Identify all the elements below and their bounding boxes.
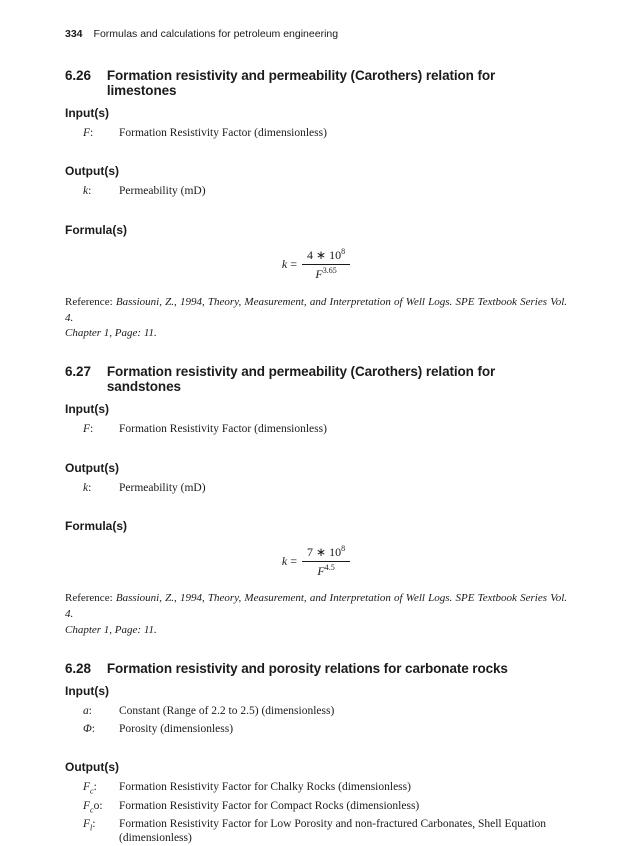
- formula-lhs: k: [281, 553, 288, 568]
- output-desc: Permeability (mD): [119, 185, 206, 198]
- output-row: [65, 184, 567, 200]
- section-heading-626: [65, 68, 567, 98]
- input-row: [65, 704, 567, 720]
- input-symbol: a:: [83, 704, 92, 717]
- output-row: [65, 481, 567, 497]
- reference-line-1: Reference: Bassiouni, Z., 1994, Theory, Measurement, and Interpretation of Well Logs. SPE Textbook Series Vol. 4.: [65, 295, 567, 324]
- section-title: Formation resistivity and porosity relations for carbonate rocks: [106, 660, 508, 676]
- output-desc: Formation Resistivity Factor for Low Porosity and non-fractured Carbonates, Shell Equation (dimensionless): [119, 818, 547, 845]
- formula: [65, 543, 567, 579]
- section-title: Formation resistivity and permeability (Carothers) relation for limestones: [106, 68, 496, 98]
- input-row: [65, 722, 567, 738]
- output-desc: Formation Resistivity Factor for Compact Rocks (dimensionless): [119, 799, 420, 812]
- denominator: $F^{4.5}$: [317, 562, 335, 578]
- section-number: 6.28: [65, 660, 91, 676]
- inputs-heading: Input(s): [65, 106, 109, 120]
- section-heading-627: [65, 364, 567, 394]
- output-symbol: $F_co$:: [83, 799, 103, 814]
- inputs-heading: Input(s): [65, 402, 109, 417]
- outputs-heading: Output(s): [65, 760, 119, 775]
- reference: [65, 591, 567, 639]
- reference-line-2: Chapter 1, Page: 11.: [65, 327, 157, 340]
- input-desc: Constant (Range of 2.2 to 2.5) (dimensionless): [119, 704, 335, 717]
- input-row: [65, 126, 567, 142]
- output-row: [65, 817, 567, 846]
- output-row: [65, 799, 567, 815]
- section-heading-628: [65, 661, 567, 676]
- output-symbol: $F_c$:: [83, 781, 97, 796]
- output-symbol: k:: [83, 185, 92, 198]
- output-desc: Permeability (mD): [119, 481, 206, 494]
- inputs-heading: Input(s): [65, 683, 109, 698]
- input-desc: Porosity (dimensionless): [119, 723, 234, 736]
- reference: [65, 295, 567, 343]
- formula: [65, 247, 567, 283]
- denominator: $F^{3.65}$: [315, 266, 337, 282]
- section-number: 6.26: [65, 68, 91, 83]
- input-symbol: F:: [83, 127, 94, 139]
- output-symbol: k:: [83, 481, 92, 494]
- fraction: [302, 247, 350, 282]
- output-desc: Formation Resistivity Factor for Chalky Rocks (dimensionless): [119, 781, 411, 794]
- outputs-heading: Output(s): [65, 164, 119, 179]
- input-desc: Formation Resistivity Factor (dimensionless): [119, 127, 327, 139]
- book-title: Formulas and calculations for petroleum engineering: [93, 28, 339, 40]
- equals-sign: =: [290, 257, 298, 272]
- reference-line-2: Chapter 1, Page: 11.: [65, 623, 157, 636]
- outputs-heading: Output(s): [65, 460, 119, 475]
- numerator: 7 ∗ $10^8$: [302, 544, 350, 562]
- reference-line-1: Reference: Bassiouni, Z., 1994, Theory, Measurement, and Interpretation of Well Logs. SPE Textbook Series Vol. 4.: [65, 592, 567, 620]
- input-symbol: Φ:: [83, 723, 95, 736]
- input-symbol: F:: [83, 423, 94, 436]
- section-title: Formation resistivity and permeability (Carothers) relation for sandstones: [106, 364, 496, 395]
- output-symbol: $F_l$:: [83, 818, 96, 833]
- equals-sign: =: [290, 553, 298, 568]
- input-desc: Formation Resistivity Factor (dimensionless): [119, 423, 327, 436]
- fraction: [302, 544, 350, 579]
- input-row: [65, 422, 567, 438]
- formulas-heading: Formula(s): [65, 222, 128, 237]
- page-number: 334: [65, 28, 83, 40]
- formulas-heading: Formula(s): [65, 519, 128, 533]
- section-number: 6.27: [65, 364, 91, 380]
- running-head: [65, 28, 567, 40]
- formula-lhs: k: [281, 257, 288, 272]
- numerator: 4 ∗ $10^8$: [302, 247, 350, 265]
- output-row: [65, 780, 567, 796]
